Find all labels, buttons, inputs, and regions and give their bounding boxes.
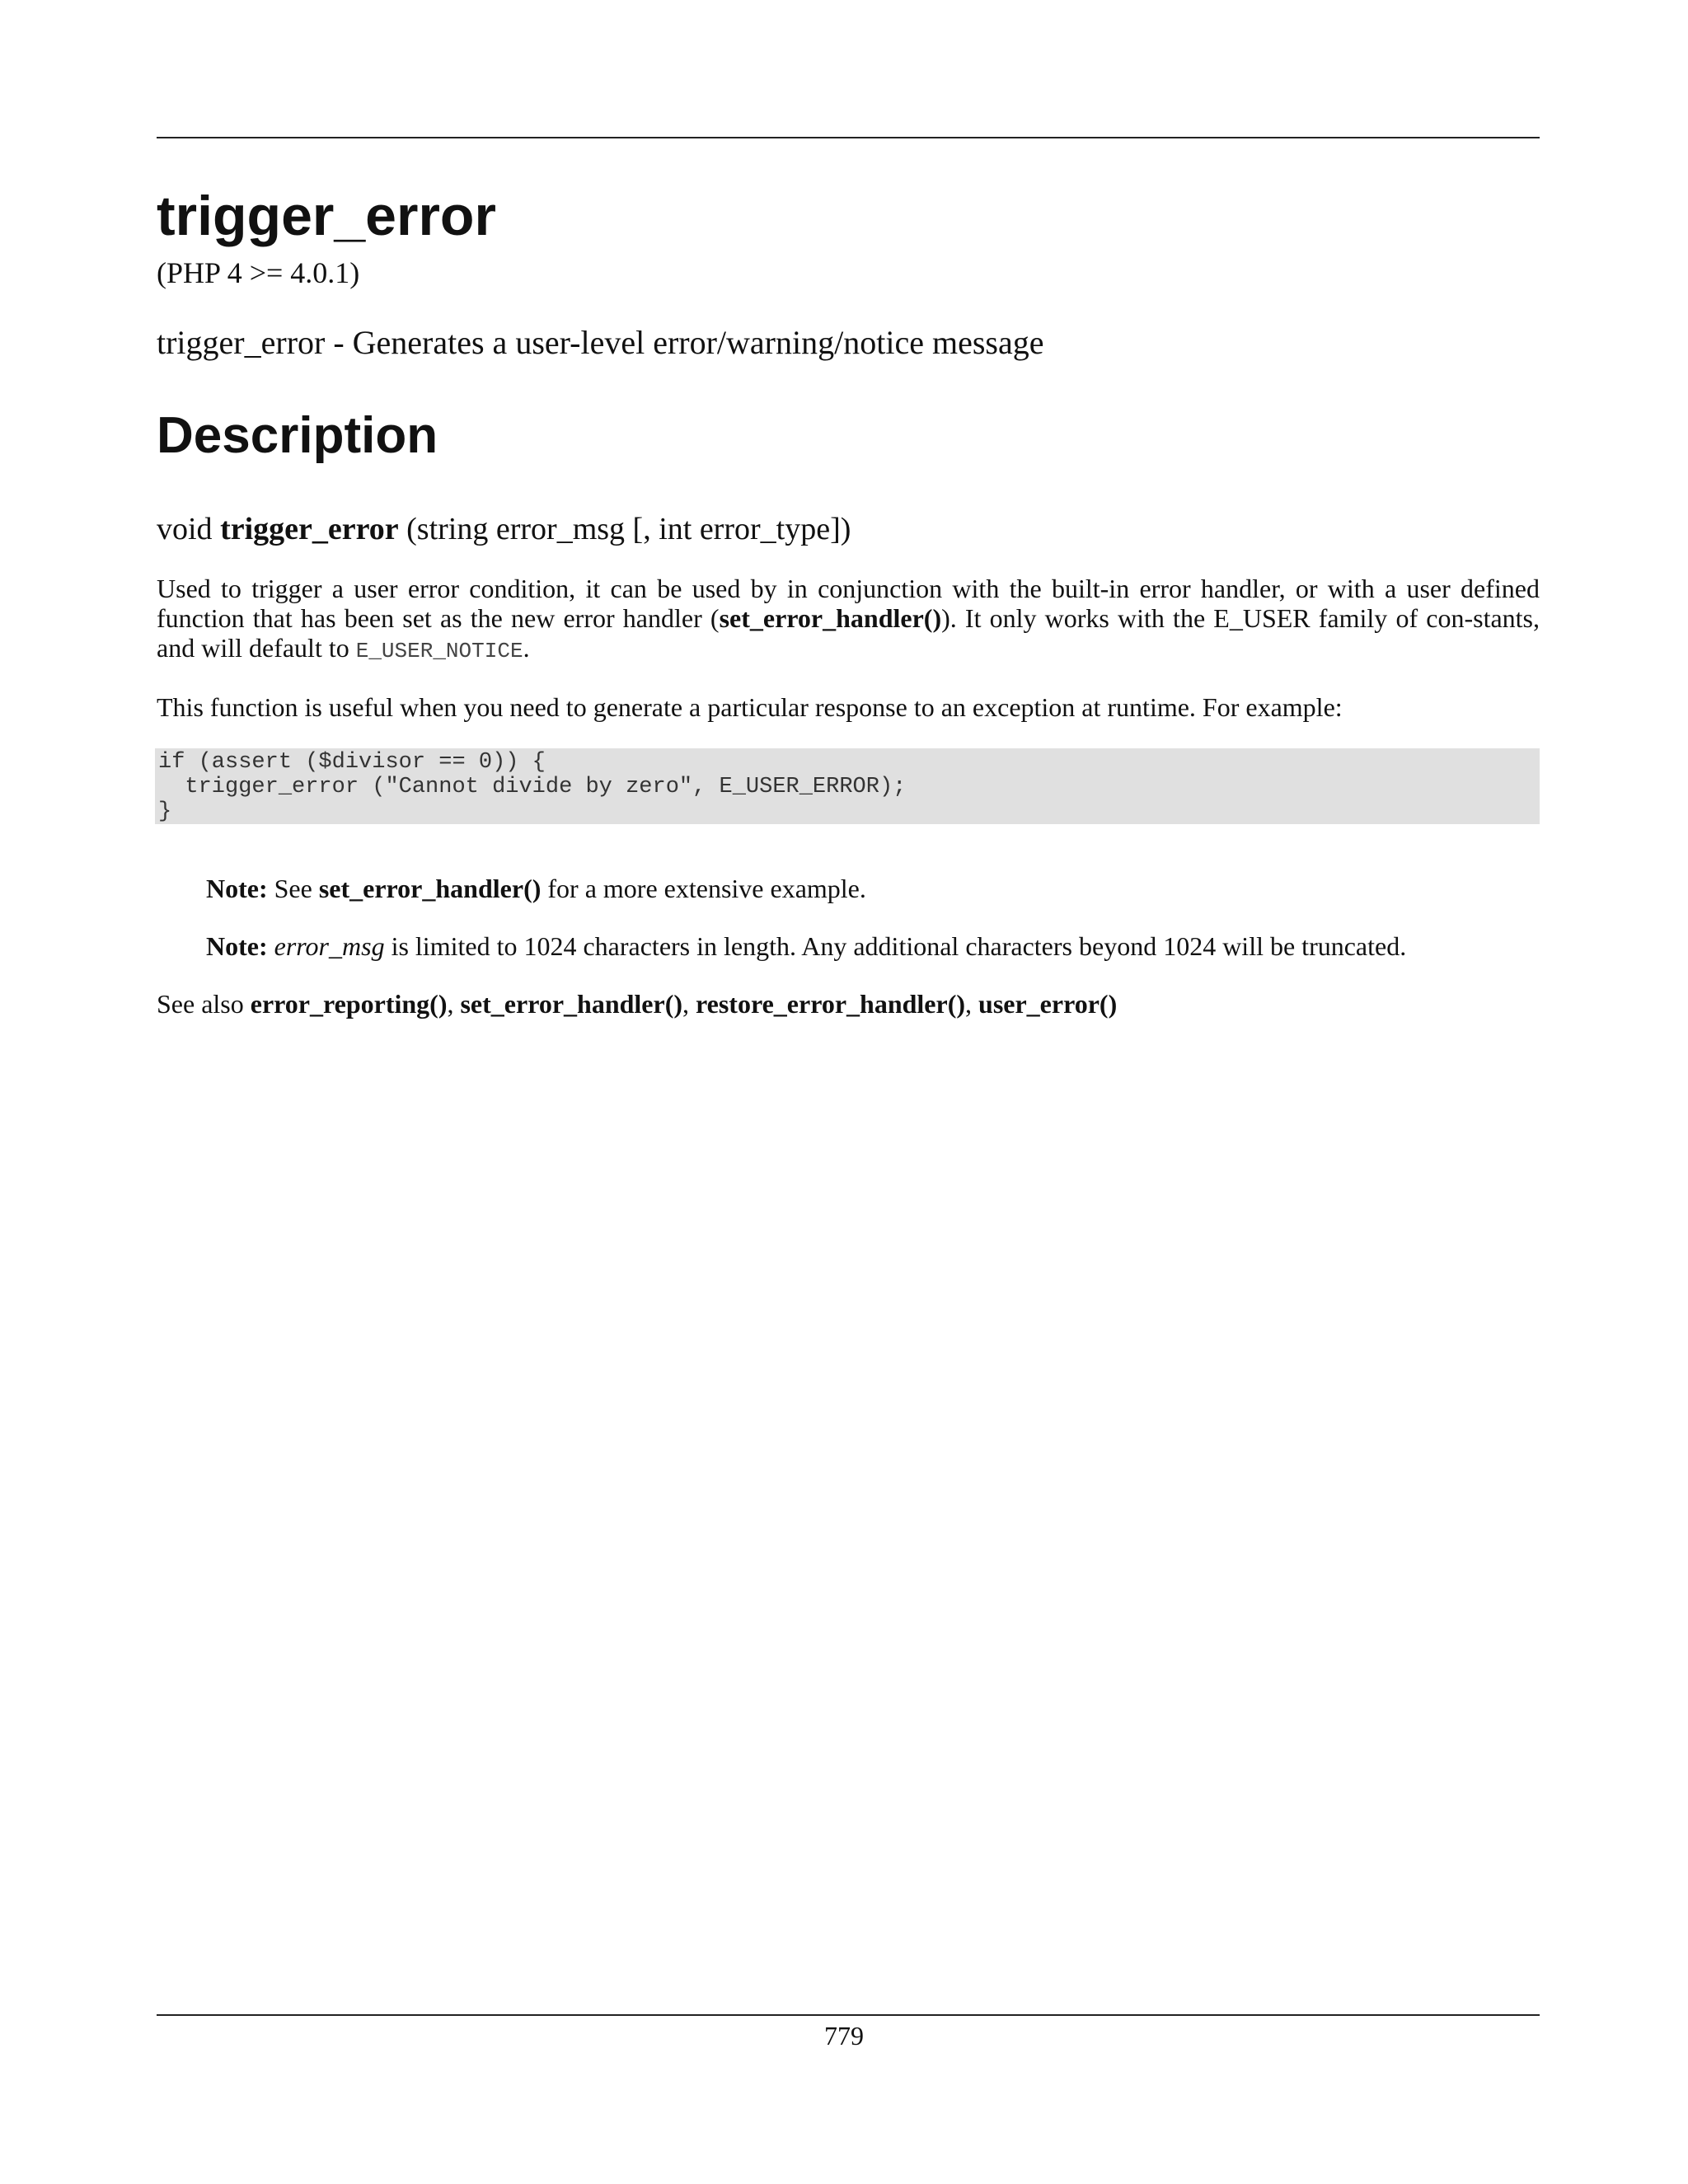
note-text-post: is limited to 1024 characters in length. Any additional characters beyond 1024 will be truncated.: [384, 931, 1407, 961]
bottom-divider: [157, 2014, 1540, 2016]
see-also-label: See also: [157, 989, 251, 1019]
note-label: Note:: [206, 874, 268, 903]
see-also-link-set-error-handler[interactable]: set_error_handler(): [460, 989, 683, 1019]
synopsis-params: (string error_msg [, int error_type]): [406, 512, 851, 546]
see-also-line: [157, 989, 1117, 1019]
function-title: trigger_error: [157, 185, 496, 247]
section-heading-description: Description: [157, 407, 438, 464]
e-user-notice-code: E_USER_NOTICE: [355, 639, 523, 663]
note-text-pre: See: [267, 874, 319, 903]
page-number: 779: [824, 2021, 864, 2050]
see-also-separator: ,: [447, 989, 461, 1019]
note-param-error-msg: error_msg: [274, 931, 385, 961]
description-text-1: Used to trigger a user error condition, it can be used by in conjunction with the built-in error handler, or with a user defined function that has been set as the new error handler (: [157, 574, 1540, 633]
function-synopsis: [157, 511, 851, 549]
see-also-separator: ,: [965, 989, 979, 1019]
top-divider: [157, 137, 1540, 138]
description-text-3: .: [523, 633, 530, 663]
note-length-limit: [206, 931, 1406, 961]
usage-paragraph: This function is useful when you need to generate a particular response to an exception at runtime. For example:: [157, 692, 1343, 722]
note-text-post: for a more extensive example.: [541, 874, 866, 903]
version-info: (PHP 4 >= 4.0.1): [157, 256, 360, 289]
note-label: Note:: [206, 931, 268, 961]
function-purpose: trigger_error - Generates a user-level error/warning/notice message: [157, 324, 1044, 361]
code-example: if (assert ($divisor == 0)) { trigger_error ("Cannot divide by zero", E_USER_ERROR); }: [155, 748, 1540, 824]
note-set-error-handler-link[interactable]: set_error_handler(): [318, 874, 542, 903]
note-extensive-example: [206, 874, 866, 903]
see-also-link-error-reporting[interactable]: error_reporting(): [250, 989, 448, 1019]
description-paragraph: [157, 574, 1540, 666]
synopsis-return-type: void: [157, 512, 213, 546]
see-also-separator: ,: [682, 989, 696, 1019]
set-error-handler-link[interactable]: set_error_handler(): [719, 603, 942, 633]
description-text-2: ). It only works with the E_USER family of con-stants, and will default to: [157, 603, 1540, 663]
synopsis-function-name: trigger_error: [220, 512, 399, 546]
see-also-link-user-error[interactable]: user_error(): [978, 989, 1118, 1019]
see-also-link-restore-error-handler[interactable]: restore_error_handler(): [696, 989, 966, 1019]
